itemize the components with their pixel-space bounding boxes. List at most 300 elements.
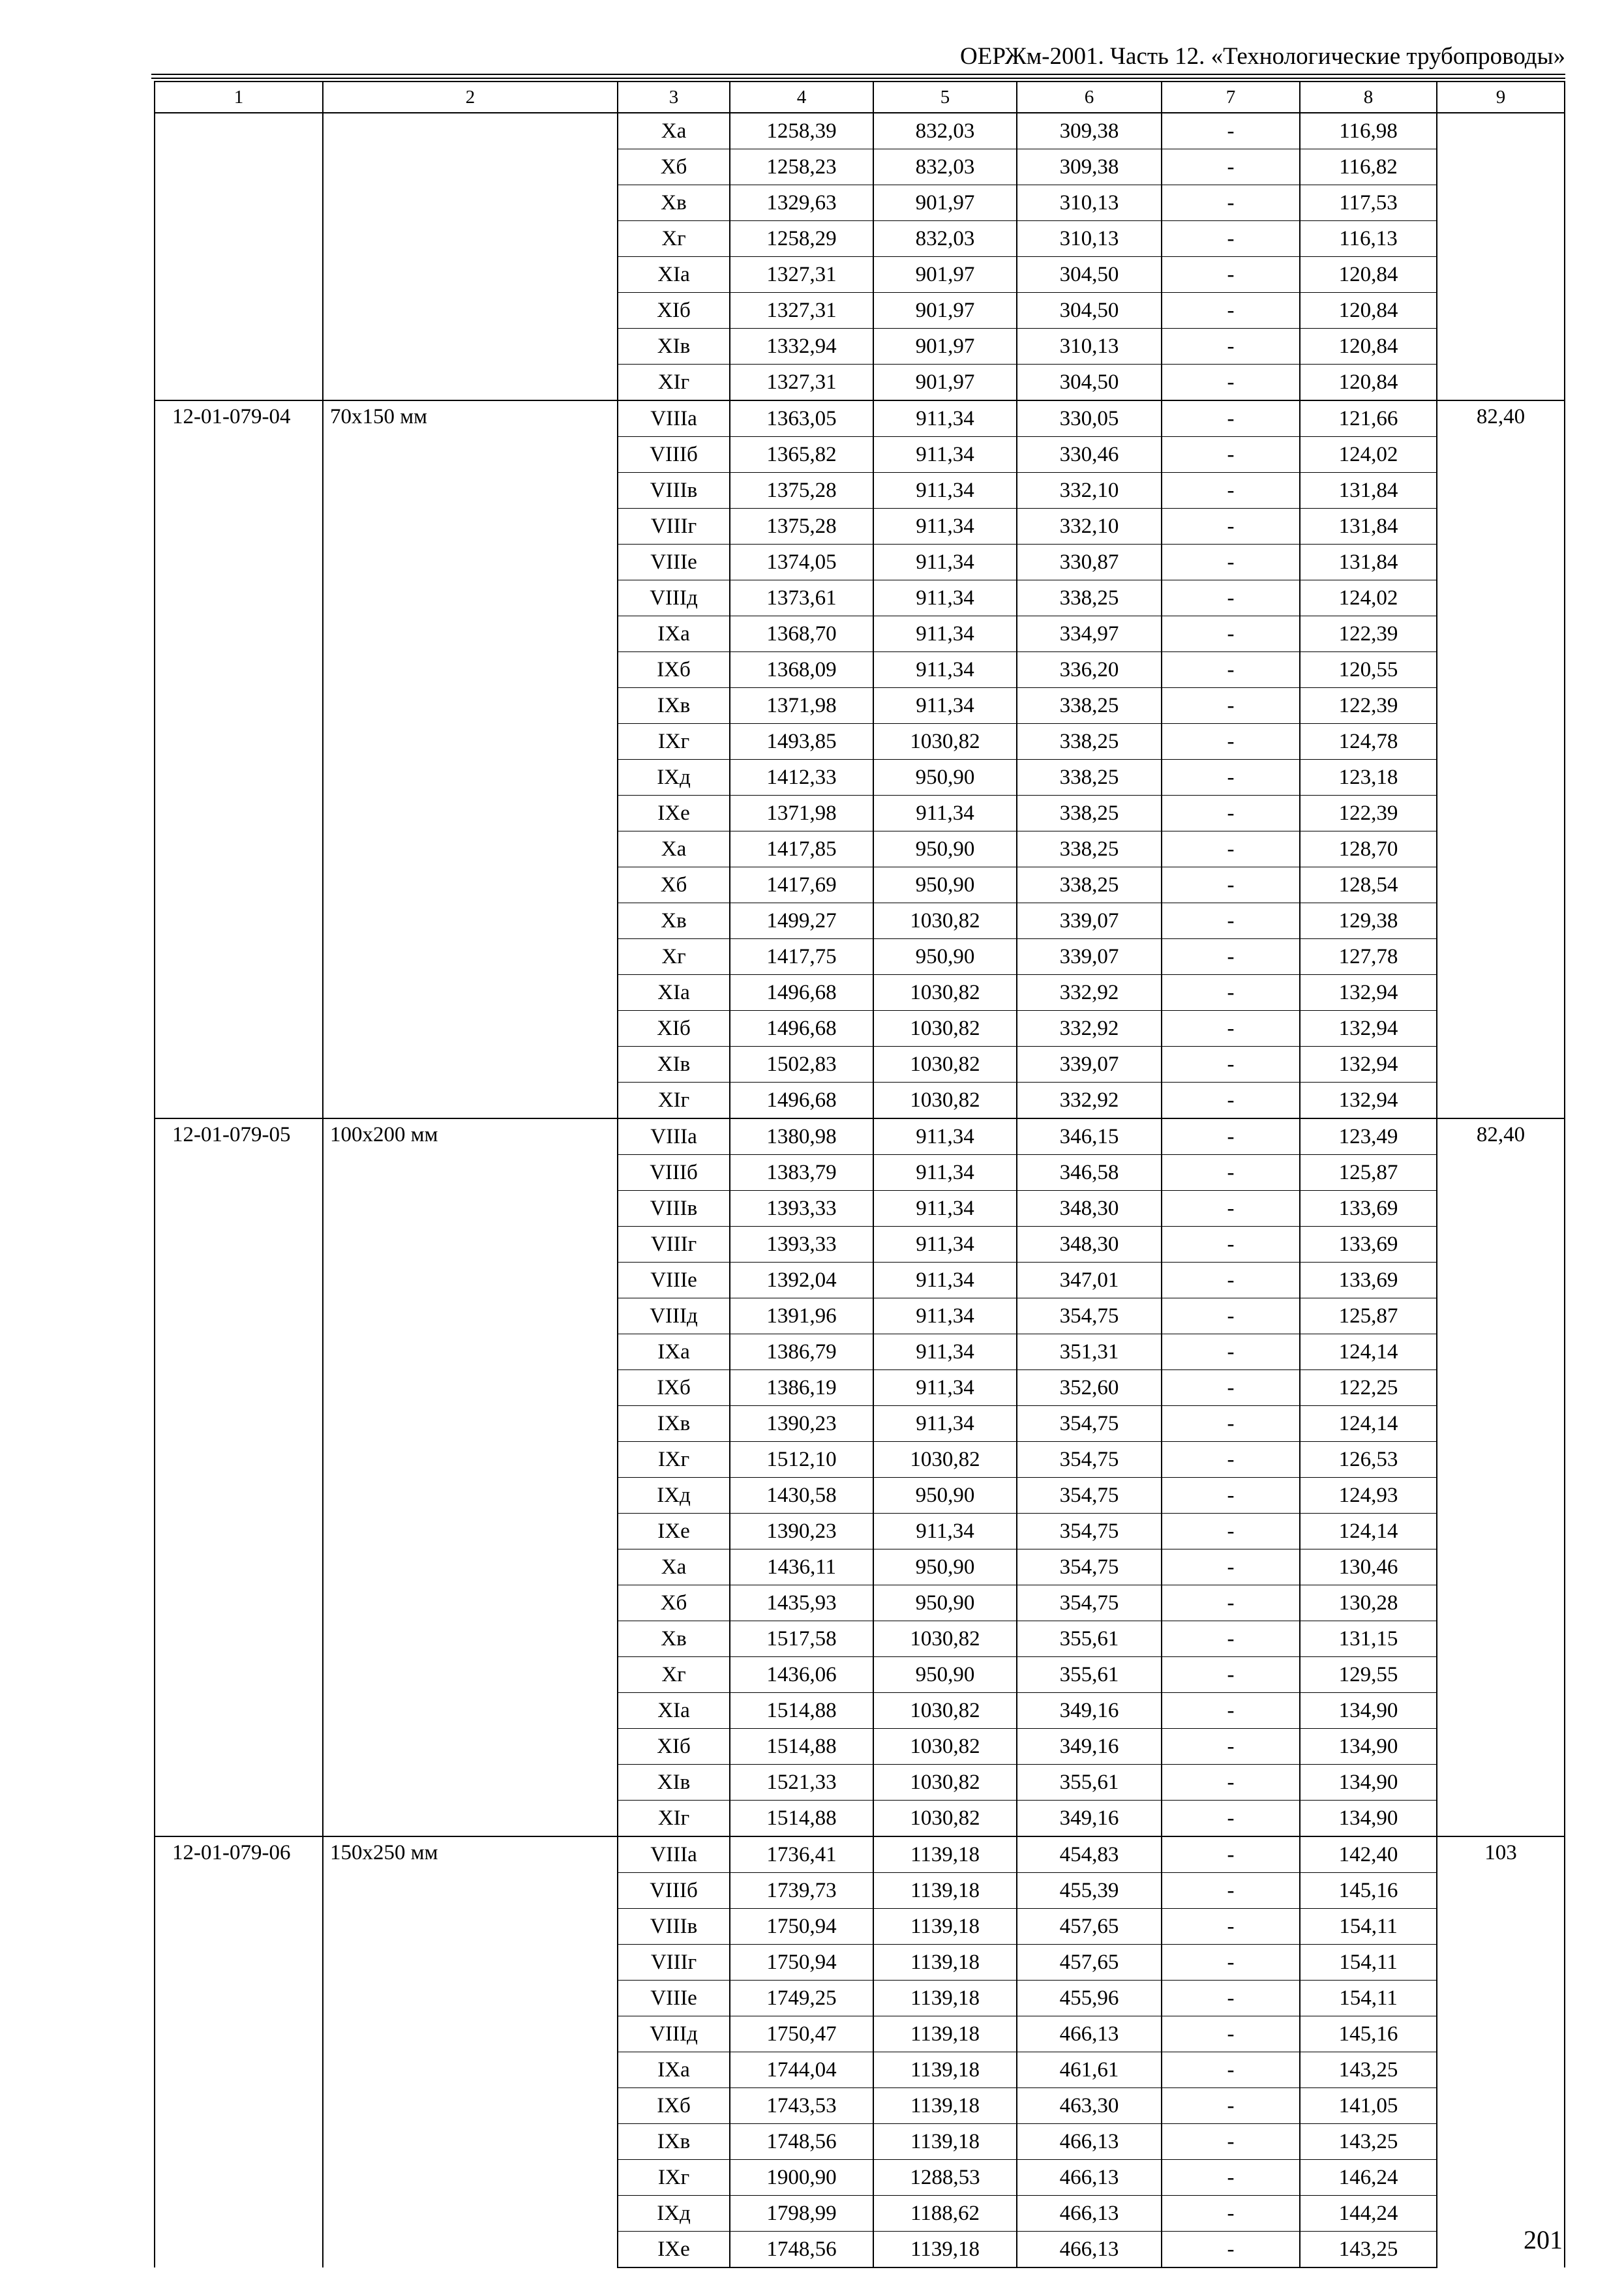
region-cell: IXд [618,2196,730,2232]
value-cell: 133,69 [1300,1227,1437,1263]
value-cell: 125,87 [1300,1298,1437,1334]
value-cell: 1392,04 [730,1263,873,1298]
region-cell: Xб [618,1585,730,1621]
page-header-title: ОЕРЖм-2001. Часть 12. «Технологические трубопроводы» [960,43,1565,70]
size-cell: 100x200 мм [323,1118,618,1836]
norm-code-cell: 12-01-079-05 [155,1118,323,1836]
value-cell: 354,75 [1017,1478,1162,1514]
region-cell: XIб [618,1011,730,1047]
region-cell: IXв [618,1406,730,1442]
value-cell: 330,87 [1017,545,1162,580]
value-cell: 1436,06 [730,1657,873,1693]
value-cell: 130,46 [1300,1549,1437,1585]
value-cell: 122,39 [1300,796,1437,831]
value-cell: 1030,82 [873,1801,1017,1837]
region-cell: VIIIв [618,1909,730,1945]
value-cell: 310,13 [1017,329,1162,365]
value-cell: 1390,23 [730,1514,873,1549]
value-cell: 145,16 [1300,2016,1437,2052]
region-cell: IXб [618,1370,730,1406]
value-cell: - [1162,1191,1300,1227]
value-cell: 1139,18 [873,1945,1017,1981]
value-cell: 129,55 [1300,1657,1437,1693]
value-cell: - [1162,1406,1300,1442]
value-cell: 142,40 [1300,1836,1437,1873]
value-cell: 1430,58 [730,1478,873,1514]
value-cell: 339,07 [1017,1047,1162,1083]
region-cell: IXв [618,2124,730,2160]
value-cell: 1139,18 [873,1836,1017,1873]
value-cell: 124,93 [1300,1478,1437,1514]
value-cell: 466,13 [1017,2232,1162,2268]
value-cell: 124,02 [1300,437,1437,473]
value-cell: 349,16 [1017,1729,1162,1765]
value-cell: 1375,28 [730,509,873,545]
value-cell: 1139,18 [873,2088,1017,2124]
region-cell: IXд [618,1478,730,1514]
value-cell: 950,90 [873,939,1017,975]
region-cell: XIг [618,1083,730,1119]
value-cell: - [1162,365,1300,401]
value-cell: 1030,82 [873,1083,1017,1119]
value-cell: - [1162,545,1300,580]
value-cell: 1139,18 [873,1873,1017,1909]
value-cell: 120,55 [1300,652,1437,688]
value-cell: - [1162,616,1300,652]
norm-code-cell [155,113,323,400]
region-cell: VIIIг [618,1227,730,1263]
value-cell: 339,07 [1017,903,1162,939]
region-cell: XIa [618,975,730,1011]
value-cell: 950,90 [873,867,1017,903]
value-cell: - [1162,652,1300,688]
value-cell: 354,75 [1017,1549,1162,1585]
value-cell: 1736,41 [730,1836,873,1873]
value-cell: 1383,79 [730,1155,873,1191]
price-table [154,81,1565,2268]
value-cell: - [1162,2232,1300,2268]
value-cell: 134,90 [1300,1693,1437,1729]
value-cell: 1386,19 [730,1370,873,1406]
value-cell: 122,39 [1300,688,1437,724]
value-cell: 911,34 [873,509,1017,545]
value-cell: 901,97 [873,257,1017,293]
value-cell: 457,65 [1017,1945,1162,1981]
value-cell: 911,34 [873,652,1017,688]
value-cell: 1496,68 [730,975,873,1011]
column-header: 1 [155,82,323,113]
value-cell: 130,28 [1300,1585,1437,1621]
region-cell: XIв [618,1765,730,1801]
value-cell: - [1162,1836,1300,1873]
value-cell: 143,25 [1300,2232,1437,2268]
value-cell: 132,94 [1300,1047,1437,1083]
value-cell: 911,34 [873,580,1017,616]
value-cell: 1329,63 [730,185,873,221]
value-cell: 336,20 [1017,652,1162,688]
value-cell: - [1162,1083,1300,1119]
value-cell: 1417,69 [730,867,873,903]
value-cell: 1139,18 [873,2016,1017,2052]
value-cell: 1393,33 [730,1227,873,1263]
region-cell: XIг [618,1801,730,1837]
value-cell: 1139,18 [873,1909,1017,1945]
column-header: 9 [1437,82,1565,113]
value-cell: 1517,58 [730,1621,873,1657]
value-cell: 346,15 [1017,1118,1162,1155]
region-cell: XIв [618,329,730,365]
value-cell: 1499,27 [730,903,873,939]
value-cell: 1030,82 [873,1621,1017,1657]
value-cell: 129,38 [1300,903,1437,939]
value-cell: 330,05 [1017,400,1162,437]
value-cell: 911,34 [873,1191,1017,1227]
value-cell: 901,97 [873,185,1017,221]
value-cell: 134,90 [1300,1801,1437,1837]
value-cell: 1512,10 [730,1442,873,1478]
value-cell: - [1162,1442,1300,1478]
value-cell: 950,90 [873,831,1017,867]
value-cell: 901,97 [873,293,1017,329]
value-cell: 348,30 [1017,1191,1162,1227]
value-cell: 338,25 [1017,724,1162,760]
region-cell: VIIIв [618,1191,730,1227]
value-cell: - [1162,149,1300,185]
value-cell: - [1162,796,1300,831]
value-cell: 351,31 [1017,1334,1162,1370]
value-cell: 332,10 [1017,509,1162,545]
value-cell: 1365,82 [730,437,873,473]
value-cell: - [1162,257,1300,293]
value-cell: 143,25 [1300,2052,1437,2088]
value-cell: 1435,93 [730,1585,873,1621]
value-cell: 131,84 [1300,545,1437,580]
header-rule-bottom [151,78,1565,79]
value-cell: 144,24 [1300,2196,1437,2232]
region-cell: VIIIд [618,1298,730,1334]
region-cell: IXe [618,2232,730,2268]
value-cell: - [1162,437,1300,473]
value-cell: 332,92 [1017,1011,1162,1047]
value-cell: 1373,61 [730,580,873,616]
region-cell: XIг [618,365,730,401]
table-row [155,1836,1565,1873]
value-cell: - [1162,1765,1300,1801]
column-header: 5 [873,82,1017,113]
region-cell: IXг [618,1442,730,1478]
value-cell: 121,66 [1300,400,1437,437]
region-cell: VIIIб [618,1155,730,1191]
region-cell: XIб [618,293,730,329]
column9-cell [1437,113,1565,400]
value-cell: 1744,04 [730,2052,873,2088]
value-cell: 1375,28 [730,473,873,509]
value-cell: 1327,31 [730,257,873,293]
header-rule-top [151,74,1565,75]
value-cell: 354,75 [1017,1298,1162,1334]
value-cell: 1502,83 [730,1047,873,1083]
value-cell: 1030,82 [873,975,1017,1011]
value-cell: 1363,05 [730,400,873,437]
value-cell: 355,61 [1017,1765,1162,1801]
region-cell: XIб [618,1729,730,1765]
value-cell: 1030,82 [873,1047,1017,1083]
value-cell: 454,83 [1017,1836,1162,1873]
value-cell: 1139,18 [873,2052,1017,2088]
value-cell: 1371,98 [730,796,873,831]
value-cell: 122,25 [1300,1370,1437,1406]
value-cell: 1258,29 [730,221,873,257]
region-cell: Xa [618,113,730,149]
value-cell: 466,13 [1017,2016,1162,2052]
value-cell: 125,87 [1300,1155,1437,1191]
value-cell: 304,50 [1017,293,1162,329]
value-cell: - [1162,509,1300,545]
value-cell: 117,53 [1300,185,1437,221]
value-cell: 1749,25 [730,1981,873,2016]
value-cell: 1417,75 [730,939,873,975]
value-cell: 332,92 [1017,1083,1162,1119]
value-cell: 1390,23 [730,1406,873,1442]
value-cell: 1327,31 [730,293,873,329]
region-cell: VIIIa [618,400,730,437]
value-cell: 1514,88 [730,1801,873,1837]
value-cell: 330,46 [1017,437,1162,473]
region-cell: VIIIe [618,1981,730,2016]
region-cell: IXe [618,796,730,831]
value-cell: 950,90 [873,1657,1017,1693]
value-cell: - [1162,1227,1300,1263]
value-cell: 1386,79 [730,1334,873,1370]
value-cell: 354,75 [1017,1514,1162,1549]
value-cell: 832,03 [873,221,1017,257]
value-cell: 911,34 [873,1263,1017,1298]
value-cell: 354,75 [1017,1442,1162,1478]
value-cell: 122,39 [1300,616,1437,652]
value-cell: 128,54 [1300,867,1437,903]
table-row [155,1118,1565,1155]
value-cell: - [1162,2088,1300,2124]
value-cell: 950,90 [873,760,1017,796]
value-cell: 126,53 [1300,1442,1437,1478]
value-cell: 143,25 [1300,2124,1437,2160]
region-cell: IXб [618,652,730,688]
value-cell: - [1162,1801,1300,1837]
value-cell: 1188,62 [873,2196,1017,2232]
value-cell: 124,14 [1300,1514,1437,1549]
value-cell: 1798,99 [730,2196,873,2232]
value-cell: 911,34 [873,616,1017,652]
value-cell: - [1162,1873,1300,1909]
value-cell: - [1162,1047,1300,1083]
value-cell: 338,25 [1017,688,1162,724]
column-header: 4 [730,82,873,113]
column-header: 7 [1162,82,1300,113]
value-cell: 131,84 [1300,473,1437,509]
value-cell: 911,34 [873,1514,1017,1549]
value-cell: - [1162,329,1300,365]
region-cell: XIв [618,1047,730,1083]
value-cell: - [1162,1729,1300,1765]
value-cell: - [1162,1621,1300,1657]
value-cell: 348,30 [1017,1227,1162,1263]
value-cell: 1412,33 [730,760,873,796]
value-cell: 132,94 [1300,975,1437,1011]
table-row [155,113,1565,149]
region-cell: VIIIв [618,473,730,509]
value-cell: 1030,82 [873,1765,1017,1801]
value-cell: 911,34 [873,437,1017,473]
value-cell: 354,75 [1017,1406,1162,1442]
column9-cell: 82,40 [1437,1118,1565,1836]
value-cell: 355,61 [1017,1657,1162,1693]
value-cell: 950,90 [873,1585,1017,1621]
region-cell: VIIIд [618,2016,730,2052]
value-cell: - [1162,867,1300,903]
value-cell: 146,24 [1300,2160,1437,2196]
value-cell: - [1162,1370,1300,1406]
value-cell: - [1162,221,1300,257]
value-cell: 1288,53 [873,2160,1017,2196]
value-cell: 128,70 [1300,831,1437,867]
value-cell: 352,60 [1017,1370,1162,1406]
value-cell: 120,84 [1300,293,1437,329]
norm-code-cell: 12-01-079-06 [155,1836,323,2267]
value-cell: 911,34 [873,1406,1017,1442]
region-cell: Xa [618,1549,730,1585]
value-cell: 1521,33 [730,1765,873,1801]
value-cell: 309,38 [1017,113,1162,149]
value-cell: 1493,85 [730,724,873,760]
region-cell: VIIIд [618,580,730,616]
value-cell: 154,11 [1300,1909,1437,1945]
value-cell: - [1162,1478,1300,1514]
value-cell: 950,90 [873,1549,1017,1585]
value-cell: 116,82 [1300,149,1437,185]
value-cell: 1900,90 [730,2160,873,2196]
value-cell: 1030,82 [873,724,1017,760]
region-cell: IXв [618,688,730,724]
region-cell: Xв [618,185,730,221]
value-cell: 355,61 [1017,1621,1162,1657]
value-cell: 154,11 [1300,1945,1437,1981]
value-cell: 134,90 [1300,1729,1437,1765]
column-header: 6 [1017,82,1162,113]
value-cell: - [1162,1263,1300,1298]
value-cell: 1748,56 [730,2232,873,2268]
value-cell: 332,92 [1017,975,1162,1011]
value-cell: 354,75 [1017,1585,1162,1621]
value-cell: 1417,85 [730,831,873,867]
value-cell: 911,34 [873,688,1017,724]
value-cell: 1374,05 [730,545,873,580]
region-cell: VIIIa [618,1118,730,1155]
size-cell: 70x150 мм [323,400,618,1118]
value-cell: 466,13 [1017,2196,1162,2232]
value-cell: - [1162,2052,1300,2088]
value-cell: 466,13 [1017,2124,1162,2160]
value-cell: - [1162,939,1300,975]
value-cell: - [1162,1334,1300,1370]
norm-code-cell: 12-01-079-04 [155,400,323,1118]
column9-cell: 103 [1437,1836,1565,2267]
value-cell: 310,13 [1017,185,1162,221]
value-cell: 124,14 [1300,1406,1437,1442]
value-cell: - [1162,580,1300,616]
value-cell: 1496,68 [730,1083,873,1119]
table-row [155,400,1565,437]
value-cell: - [1162,1657,1300,1693]
value-cell: 304,50 [1017,257,1162,293]
value-cell: 1391,96 [730,1298,873,1334]
region-cell: XIa [618,1693,730,1729]
value-cell: 120,84 [1300,365,1437,401]
region-cell: IXд [618,760,730,796]
value-cell: 1139,18 [873,1981,1017,2016]
value-cell: 133,69 [1300,1191,1437,1227]
value-cell: - [1162,724,1300,760]
value-cell: 832,03 [873,113,1017,149]
value-cell: 123,18 [1300,760,1437,796]
value-cell: 349,16 [1017,1693,1162,1729]
value-cell: 133,69 [1300,1263,1437,1298]
value-cell: 1258,23 [730,149,873,185]
value-cell: 911,34 [873,1298,1017,1334]
value-cell: 120,84 [1300,329,1437,365]
value-cell: 338,25 [1017,796,1162,831]
value-cell: 1139,18 [873,2124,1017,2160]
region-cell: IXa [618,2052,730,2088]
value-cell: 1030,82 [873,1729,1017,1765]
value-cell: 120,84 [1300,257,1437,293]
value-cell: 911,34 [873,545,1017,580]
value-cell: 1380,98 [730,1118,873,1155]
value-cell: 1030,82 [873,1693,1017,1729]
value-cell: - [1162,113,1300,149]
region-cell: VIIIe [618,1263,730,1298]
region-cell: Xб [618,149,730,185]
value-cell: 346,58 [1017,1155,1162,1191]
region-cell: VIIIe [618,545,730,580]
region-cell: IXe [618,1514,730,1549]
region-cell: Xб [618,867,730,903]
value-cell: 832,03 [873,149,1017,185]
value-cell: 911,34 [873,1155,1017,1191]
region-cell: Xг [618,939,730,975]
value-cell: 911,34 [873,796,1017,831]
value-cell: - [1162,688,1300,724]
value-cell: - [1162,831,1300,867]
value-cell: 1750,47 [730,2016,873,2052]
value-cell: - [1162,2124,1300,2160]
value-cell: 911,34 [873,1370,1017,1406]
value-cell: 911,34 [873,1227,1017,1263]
value-cell: 347,01 [1017,1263,1162,1298]
value-cell: 901,97 [873,329,1017,365]
value-cell: 338,25 [1017,831,1162,867]
value-cell: - [1162,975,1300,1011]
value-cell: - [1162,2196,1300,2232]
value-cell: 1514,88 [730,1693,873,1729]
column-header: 3 [618,82,730,113]
value-cell: - [1162,1909,1300,1945]
value-cell: 310,13 [1017,221,1162,257]
region-cell: IXa [618,1334,730,1370]
value-cell: - [1162,1514,1300,1549]
value-cell: 911,34 [873,400,1017,437]
value-cell: - [1162,1118,1300,1155]
value-cell: 1139,18 [873,2232,1017,2268]
